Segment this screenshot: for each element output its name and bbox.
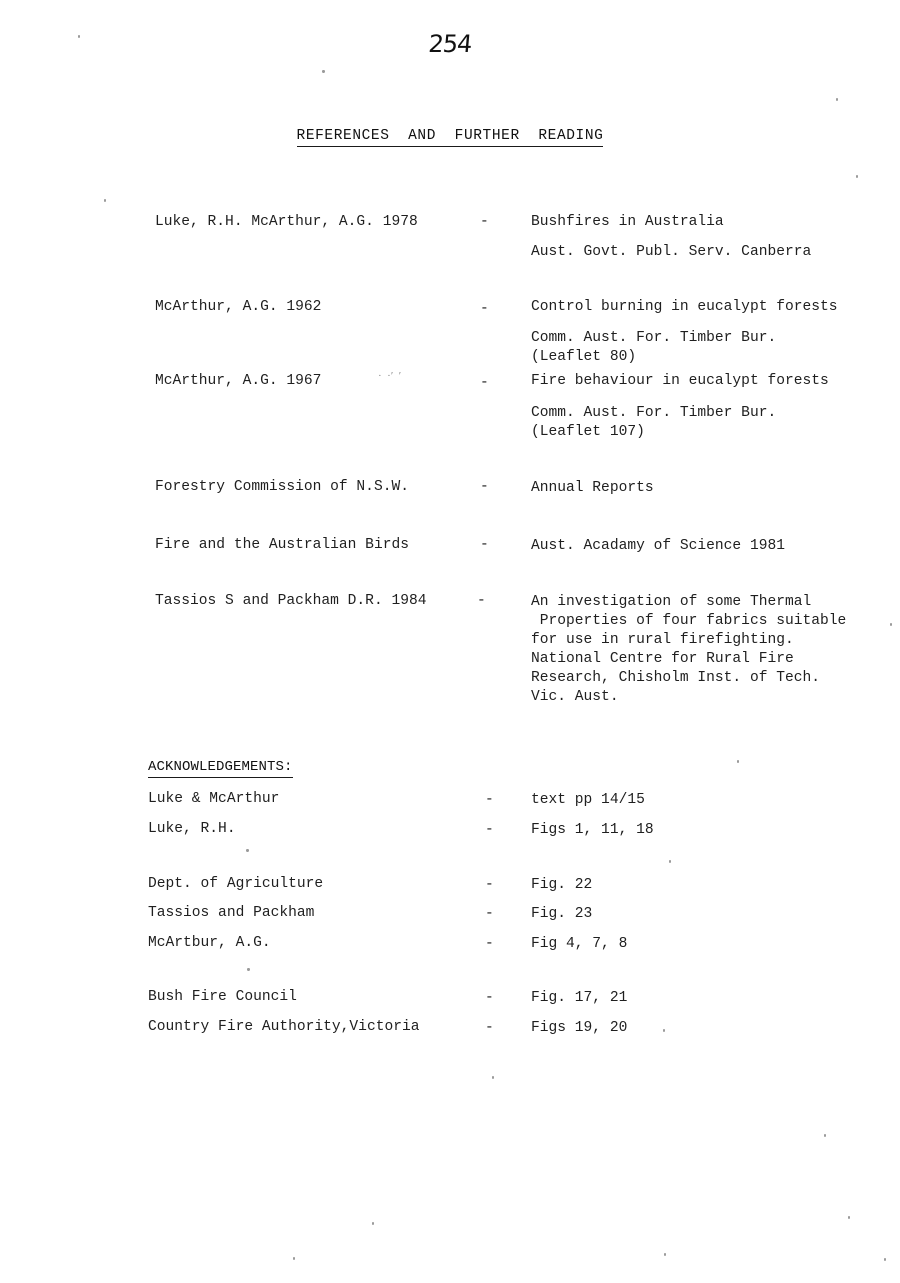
acknowledgement-author: McArtbur, A.G. [148,935,271,951]
scan-speck [884,1258,886,1261]
reference-dash: - [480,214,489,230]
reference-author: Luke, R.H. McArthur, A.G. 1978 [155,214,418,230]
page-title-text: REFERENCES AND FURTHER READING [297,128,604,147]
acknowledgement-dash: - [485,792,494,808]
acknowledgement-author: Tassios and Packham [148,905,315,921]
reference-author: McArthur, A.G. 1967 [155,373,322,389]
acknowledgement-author: Bush Fire Council [148,989,297,1005]
acknowledgement-dash: - [485,936,494,952]
reference-value-line: for use in rural firefighting. [531,632,794,648]
reference-dash: - [480,301,489,317]
scan-speck [372,1222,374,1225]
scan-speck [737,760,739,763]
reference-value-line: (Leaflet 107) [531,424,645,440]
reference-value-line: (Leaflet 80) [531,349,637,365]
scan-speck [322,70,325,73]
reference-value-line: Comm. Aust. For. Timber Bur. [531,330,777,346]
acknowledgement-author: Luke & McArthur [148,791,280,807]
acknowledgement-value: Fig. 23 [531,906,593,922]
acknowledgement-author: Luke, R.H. [148,821,236,837]
acknowledgement-value: Figs 1, 11, 18 [531,822,654,838]
acknowledgement-dash: - [485,822,494,838]
acknowledgement-value: text pp 14/15 [531,792,645,808]
reference-author: McArthur, A.G. 1962 [155,299,322,315]
reference-value-line: Comm. Aust. For. Timber Bur. [531,405,777,421]
acknowledgement-value: Fig. 17, 21 [531,990,628,1006]
scan-speck [247,968,250,971]
reference-dash: - [480,375,489,391]
acknowledgement-value: Fig. 22 [531,877,593,893]
reference-value-line: National Centre for Rural Fire [531,651,794,667]
acknowledgement-author: Dept. of Agriculture [148,876,324,892]
scan-speck [293,1257,295,1260]
acknowledgement-dash: - [485,990,494,1006]
scan-speck [890,623,892,626]
reference-value-line: Control burning in eucalypt forests [531,299,838,315]
acknowledgement-dash: - [485,1020,494,1036]
acknowledgement-dash: - [485,906,494,922]
acknowledgement-value: Figs 19, 20 [531,1020,628,1036]
reference-value-line: Bushfires in Australia [531,214,724,230]
acknowledgement-dash: - [485,877,494,893]
reference-value-line: Properties of four fabrics suitable [531,613,847,629]
reference-value-line: Fire behaviour in eucalypt forests [531,373,829,389]
reference-value-line: Aust. Acadamy of Science 1981 [531,538,785,554]
scan-speck [246,849,249,852]
reference-value-line: Vic. Aust. [531,689,619,705]
reference-dash: - [477,593,486,609]
scan-speck [104,199,106,202]
reference-author: Tassios S and Packham D.R. 1984 [155,593,427,609]
scan-speck [848,1216,850,1219]
scan-speck [824,1134,826,1137]
pencil-annotation: · ·ʹ ʹ [378,370,402,382]
reference-value-line: Annual Reports [531,480,654,496]
reference-dash: - [480,537,489,553]
scan-speck [836,98,838,101]
acknowledgements-heading-text: ACKNOWLEDGEMENTS: [148,759,293,778]
scan-speck [856,175,858,178]
scan-speck [663,1029,665,1032]
acknowledgements-heading [148,759,293,775]
scan-speck [78,35,80,38]
reference-value-line: Research, Chisholm Inst. of Tech. [531,670,821,686]
acknowledgement-value: Fig 4, 7, 8 [531,936,628,952]
scan-speck [664,1253,666,1256]
reference-value-line: An investigation of some Thermal [531,594,812,610]
reference-value-line: Aust. Govt. Publ. Serv. Canberra [531,244,812,260]
reference-author: Fire and the Australian Birds [155,537,409,553]
page-title [0,128,900,144]
reference-dash: - [480,479,489,495]
page-number: 254 [427,30,473,58]
scan-speck [492,1076,494,1079]
reference-author: Forestry Commission of N.S.W. [155,479,409,495]
scan-speck [669,860,671,863]
acknowledgement-author: Country Fire Authority,Victoria [148,1019,420,1035]
